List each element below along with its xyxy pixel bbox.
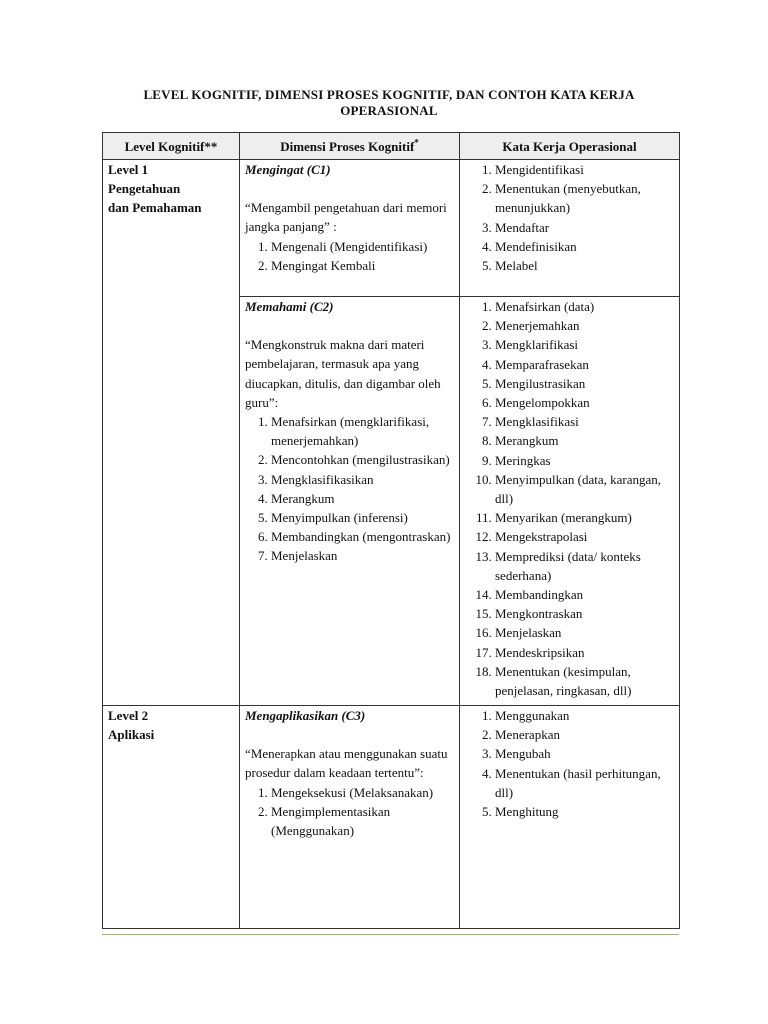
kata-kerja-list [465, 297, 674, 700]
dimensi-subprocess-item: 4. Merangkum [271, 489, 454, 508]
kata-kerja-table [102, 132, 680, 929]
kata-kerja-list [465, 706, 674, 821]
header-dimensi-footnote-mark: * [414, 138, 419, 149]
dimensi-subprocess-item: 2. Mencontohkan (mengilustrasikan) [271, 450, 454, 469]
title-line-1: LEVEL KOGNITIF, DIMENSI PROSES KOGNITIF, DAN CONTOH KATA KERJA [143, 87, 635, 102]
kata-kerja-item: 3. Mengklarifikasi [495, 335, 674, 354]
dimensi-subprocess-item: 1. Menafsirkan (mengklarifikasi, menerjemahkan) [271, 412, 454, 450]
dimensi-subprocess-item: 2. Mengingat Kembali [271, 256, 454, 275]
kata-kerja-item: 1. Menafsirkan (data) [495, 297, 674, 316]
kata-kerja-item: 12. Mengekstrapolasi [495, 527, 674, 546]
kata-kerja-cell [460, 160, 680, 297]
kata-kerja-item: 14. Membandingkan [495, 585, 674, 604]
table-row [103, 706, 680, 929]
dimensi-definition: “Mengkonstruk makna dari materi pembelajaran, termasuk apa yang diucapkan, ditulis, dan digambar oleh guru”: [245, 337, 441, 410]
dimensi-title: Mengingat (C1) [245, 162, 331, 177]
document-title [100, 87, 678, 119]
level-label: Level 2 [108, 708, 149, 723]
dimensi-definition: “Mengambil pengetahuan dari memori jangka panjang” : [245, 200, 447, 235]
kata-kerja-list [465, 160, 674, 275]
kata-kerja-item: 3. Mengubah [495, 744, 674, 763]
dimensi-cell [240, 706, 460, 929]
table-header-row [103, 133, 680, 160]
dimensi-cell [240, 160, 460, 297]
dimensi-subprocess-item: 7. Menjelaskan [271, 546, 454, 565]
header-level-kognitif: Level Kognitif** [103, 133, 240, 160]
kata-kerja-item: 5. Mengilustrasikan [495, 374, 674, 393]
dimensi-subprocess-list [245, 783, 454, 841]
level-name: Pengetahuan [108, 181, 181, 197]
dimensi-subprocess-item: 1. Mengeksekusi (Melaksanakan) [271, 783, 454, 802]
kata-kerja-item: 6. Mengelompokkan [495, 393, 674, 412]
kata-kerja-item: 18. Menentukan (kesimpulan, penjelasan, ringkasan, dll) [495, 662, 674, 700]
kata-kerja-item: 4. Mendefinisikan [495, 237, 674, 256]
dimensi-subprocess-item: 6. Membandingkan (mengontraskan) [271, 527, 454, 546]
kata-kerja-item: 11. Menyarikan (merangkum) [495, 508, 674, 527]
dimensi-cell [240, 297, 460, 706]
header-kata-kerja: Kata Kerja Operasional [460, 133, 680, 160]
dimensi-title: Memahami (C2) [245, 299, 334, 314]
kata-kerja-item: 4. Memparafrasekan [495, 355, 674, 374]
title-line-2: OPERASIONAL [340, 103, 438, 118]
table-row [103, 160, 680, 297]
kata-kerja-item: 13. Memprediksi (data/ konteks sederhana) [495, 547, 674, 585]
kata-kerja-item: 2. Menerapkan [495, 725, 674, 744]
kata-kerja-item: 15. Mengkontraskan [495, 604, 674, 623]
kata-kerja-item: 1. Mengidentifikasi [495, 160, 674, 179]
level-name: Aplikasi [108, 727, 155, 743]
bottom-divider [102, 934, 679, 935]
kata-kerja-item: 5. Menghitung [495, 802, 674, 821]
level-2-cell [103, 706, 240, 929]
kata-kerja-cell [460, 297, 680, 706]
dimensi-definition: “Menerapkan atau menggunakan suatu prosedur dalam keadaan tertentu”: [245, 746, 448, 781]
dimensi-subprocess-item: 1. Mengenali (Mengidentifikasi) [271, 237, 454, 256]
dimensi-subprocess-list [245, 412, 454, 566]
kata-kerja-item: 17. Mendeskripsikan [495, 643, 674, 662]
header-dimensi-proses: Dimensi Proses Kognitif* [240, 133, 460, 160]
level-name: dan Pemahaman [108, 200, 202, 216]
kata-kerja-item: 2. Menerjemahkan [495, 316, 674, 335]
dimensi-subprocess-item: 5. Menyimpulkan (inferensi) [271, 508, 454, 527]
kata-kerja-item: 3. Mendaftar [495, 218, 674, 237]
kata-kerja-item: 2. Menentukan (menyebutkan, menunjukkan) [495, 179, 674, 217]
kata-kerja-item: 1. Menggunakan [495, 706, 674, 725]
dimensi-subprocess-item: 3. Mengklasifikasikan [271, 470, 454, 489]
dimensi-subprocess-list [245, 237, 454, 275]
kata-kerja-item: 9. Meringkas [495, 451, 674, 470]
level-label: Level 1 [108, 162, 149, 177]
kata-kerja-item: 7. Mengklasifikasi [495, 412, 674, 431]
kata-kerja-item: 5. Melabel [495, 256, 674, 275]
kata-kerja-item: 16. Menjelaskan [495, 623, 674, 642]
dimensi-title: Mengaplikasikan (C3) [245, 708, 366, 723]
dimensi-subprocess-item: 2. Mengimplementasikan (Menggunakan) [271, 802, 454, 840]
kata-kerja-item: 8. Merangkum [495, 431, 674, 450]
kata-kerja-item: 4. Menentukan (hasil perhitungan, dll) [495, 764, 674, 802]
level-1-cell [103, 160, 240, 706]
kata-kerja-cell [460, 706, 680, 929]
kata-kerja-item: 10. Menyimpulkan (data, karangan, dll) [495, 470, 674, 508]
